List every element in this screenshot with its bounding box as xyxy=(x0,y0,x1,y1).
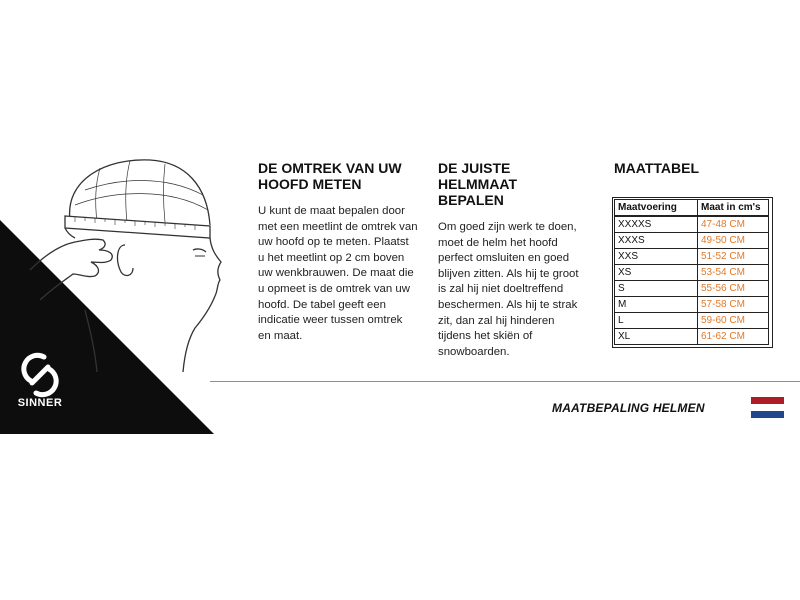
table-row xyxy=(615,329,769,345)
size-cell: XXS xyxy=(615,249,698,265)
cm-column-header: Maat in cm's xyxy=(698,200,769,217)
table-row xyxy=(615,297,769,313)
cm-cell: 61-62 CM xyxy=(698,329,769,345)
flag-stripe-red xyxy=(751,397,784,404)
orange-divider xyxy=(210,381,800,382)
helmet-size-title: DE JUISTE HELMMAAT BEPALEN xyxy=(438,160,518,208)
cm-cell: 53-54 CM xyxy=(698,265,769,281)
table-row xyxy=(615,313,769,329)
size-cell: XS xyxy=(615,265,698,281)
flag-stripe-blue xyxy=(751,411,784,418)
table-row xyxy=(615,265,769,281)
cm-cell: 55-56 CM xyxy=(698,281,769,297)
brand-name: SINNER xyxy=(17,397,63,409)
cm-cell: 47-48 CM xyxy=(698,216,769,233)
cm-cell: 57-58 CM xyxy=(698,297,769,313)
cm-cell: 51-52 CM xyxy=(698,249,769,265)
size-column-header: Maatvoering xyxy=(615,200,698,217)
flag-stripe-white xyxy=(751,404,784,411)
size-cell: L xyxy=(615,313,698,329)
size-cell: S xyxy=(615,281,698,297)
size-table-title: MAATTABEL xyxy=(614,160,700,176)
netherlands-flag-icon xyxy=(751,397,784,418)
cm-cell: 49-50 CM xyxy=(698,233,769,249)
size-cell: XXXXS xyxy=(615,216,698,233)
helmet-size-body: Om goed zijn werk te doen, moet de helm het hoofd perfect omsluiten en goed blijven zitten. Als hij te groot is zal hij niet doeltreffend beschermen. Als hij te strak zit, dan zal hij hinderen tijdens het skiën of snowboarden. xyxy=(438,221,579,358)
size-cell: XL xyxy=(615,329,698,345)
head-measure-title: DE OMTREK VAN UW HOOFD METEN xyxy=(258,160,402,192)
table-row xyxy=(615,249,769,265)
size-table-header xyxy=(615,200,769,217)
sinner-logo-icon xyxy=(10,345,70,405)
table-row xyxy=(615,281,769,297)
size-cell: M xyxy=(615,297,698,313)
head-measurement-illustration xyxy=(25,150,235,375)
helmet-size-section xyxy=(438,160,583,360)
size-cell: XXXS xyxy=(615,233,698,249)
head-measure-section xyxy=(258,160,418,344)
size-table xyxy=(614,199,769,345)
footer-title: MAATBEPALING HELMEN xyxy=(552,401,705,415)
head-measure-body: U kunt de maat bepalen door met een meetlint de omtrek van uw hoofd op te meten. Plaatst u het meetlint op 2 cm boven uw wenkbrauwen. De maat die u opmeet is de omtrek van uw hoofd. De tabel geeft een indicatie weer tussen omtrek en maat. xyxy=(258,205,418,342)
table-row xyxy=(615,216,769,233)
cm-cell: 59-60 CM xyxy=(698,313,769,329)
table-row xyxy=(615,233,769,249)
